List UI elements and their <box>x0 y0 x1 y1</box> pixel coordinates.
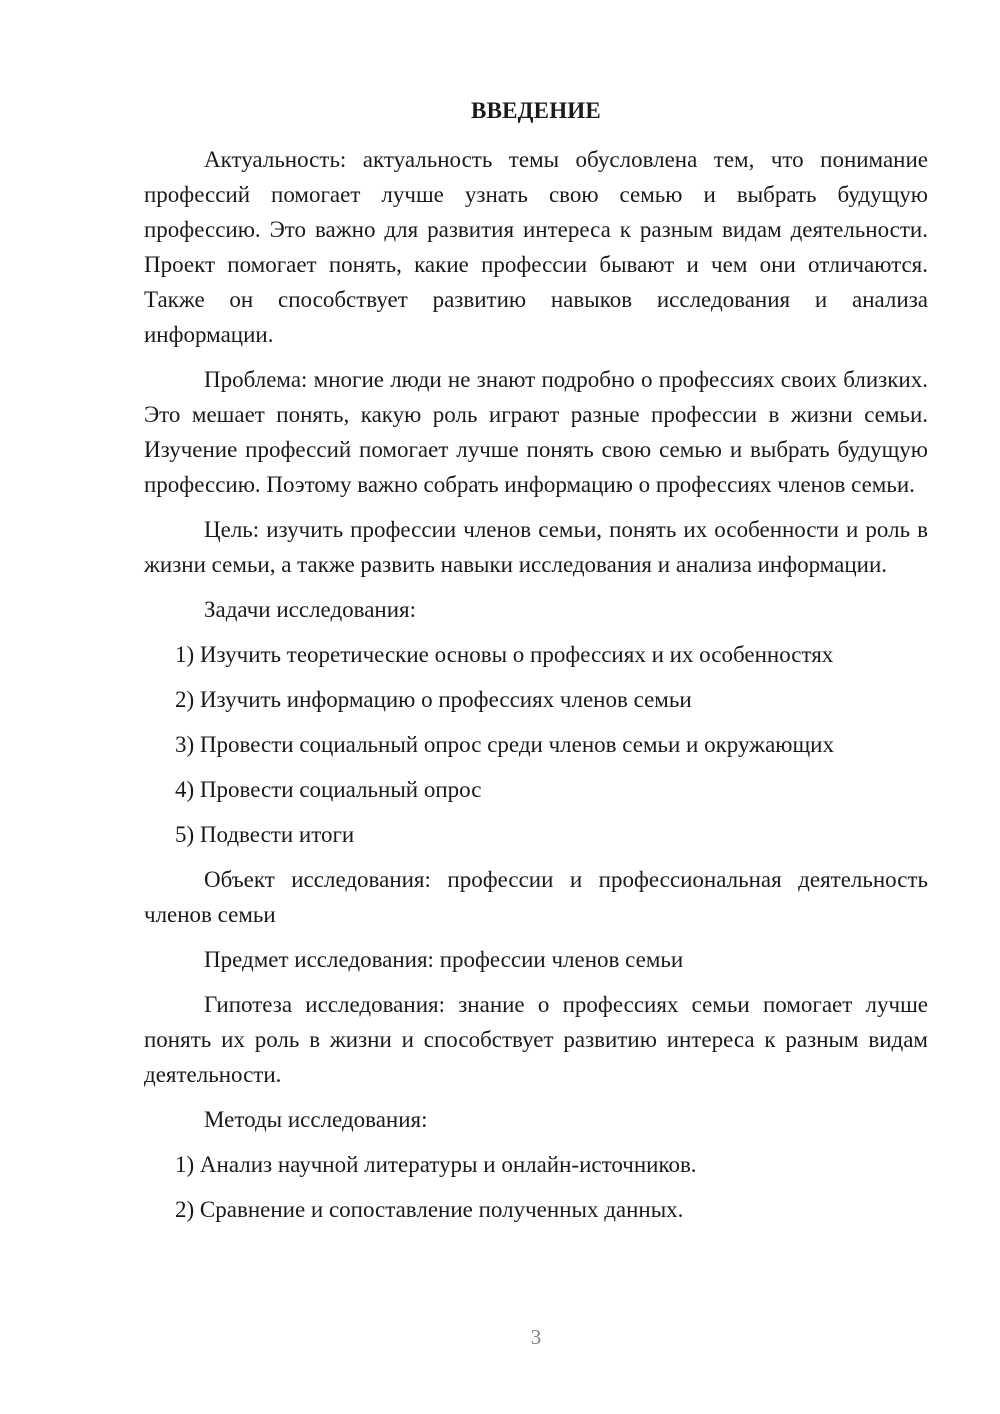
relevance-paragraph: Актуальность: актуальность темы обусловлена тем, что понимание профессий помогает лучше узнать свою семью и выбрать будущую профессию. Это важно для развития интереса к разным видам деятельности. Проект помогает понять, какие профессии бывают и чем они отличаются. Также он способствует развитию навыков исследования и анализа информации. <box>144 147 928 347</box>
methods-list <box>144 1147 928 1227</box>
page-number: 3 <box>530 1325 542 1349</box>
goal-paragraph: Цель: изучить профессии членов семьи, понять их особенности и роль в жизни семьи, а также развить навыки исследования и анализа информации. <box>144 517 928 577</box>
method-item: 2) Сравнение и сопоставление полученных данных. <box>175 1197 684 1222</box>
task-item: 2) Изучить информацию о профессиях членов семьи <box>175 687 692 712</box>
task-item: 4) Провести социальный опрос <box>175 777 482 802</box>
task-item: 1) Изучить теоретические основы о профессиях и их особенностях <box>175 642 834 667</box>
section-heading: ВВЕДЕНИЕ <box>471 98 601 123</box>
methods-label: Методы исследования: <box>204 1107 428 1132</box>
hypothesis-paragraph: Гипотеза исследования: знание о профессиях семьи помогает лучше понять их роль в жизни и способствует развитию интереса к разным видам деятельности. <box>144 992 928 1087</box>
object-paragraph: Объект исследования: профессии и профессиональная деятельность членов семьи <box>144 867 928 927</box>
tasks-list <box>144 637 928 852</box>
task-item: 5) Подвести итоги <box>175 822 355 847</box>
tasks-label: Задачи исследования: <box>204 597 417 622</box>
method-item: 1) Анализ научной литературы и онлайн-источников. <box>175 1152 697 1177</box>
task-item: 3) Провести социальный опрос среди членов семьи и окружающих <box>175 732 834 757</box>
section-body <box>144 142 928 1237</box>
problem-paragraph: Проблема: многие люди не знают подробно о профессиях своих близких. Это мешает понять, какую роль играют разные профессии в жизни семьи. Изучение профессий помогает лучше понять свою семью и выбрать будущую профессию. Поэтому важно собрать информацию о профессиях членов семьи. <box>144 367 928 497</box>
subject-paragraph: Предмет исследования: профессии членов семьи <box>204 947 684 972</box>
